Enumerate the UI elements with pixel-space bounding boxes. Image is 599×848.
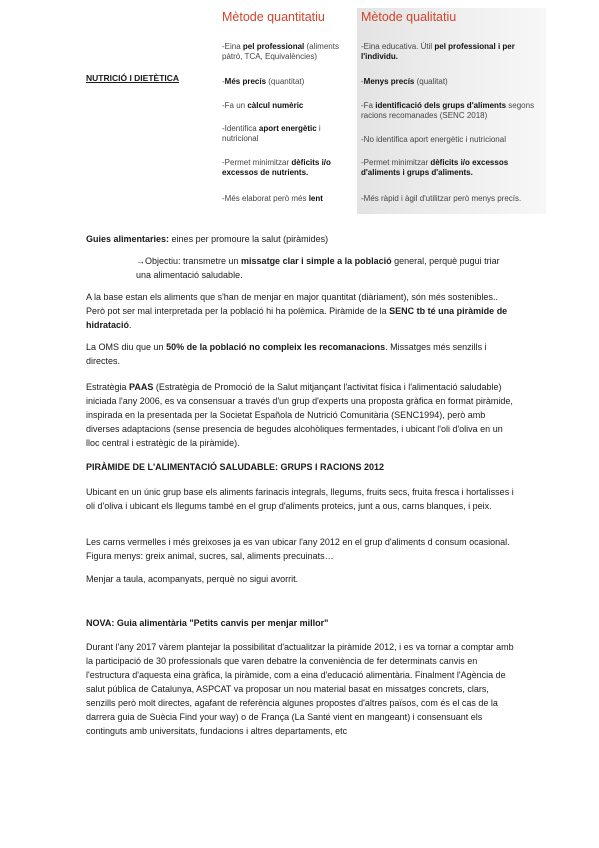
paragraph [86,340,518,368]
paragraph [86,290,518,332]
quantitative-row: -Fa un càlcul numèric [222,101,304,110]
quantitative-row: -Identifica aport energètic i nutricional [222,124,321,143]
text-segment: Durant l'any 2017 vàrem plantejar la possibilitat d'actualitzar la piràmide 2012, i es va tornar a comptar amb la participació de 30 professionals que varen debatre la conveniència de fer determinats canvis en l'estructura d'aquesta eina gràfica, la piràmide, com a eina d'educació alimentària. Finalment l'Agència de salut pública de Catalunya, ASPCAT va proposar un nou material basat en missatges concrets, clars, senzills però molt directes, agafant de referència algunes propostes d'altres països, com és el cas de la darrera guia de Suècia Find your way) o de França (La Santé vient en mangeant) i consensuant els continguts amb universitats, fundacions i altres departaments, etc [86,642,514,736]
bold-text: 50% de la població no compleix les recomanacions [166,342,386,352]
qualitative-header: Mètode qualitatiu [361,10,457,24]
text-segment: Ubicant en un únic grup base els aliments farinacis integrals, llegums, fruits secs, fruita fresca i hortalisses i oli d'oliva i ubicant els llegums també en el grup d'aliments proteics, junt a ous, carns blanques, i peix. [86,487,514,511]
text-segment: La OMS diu que un [86,342,167,352]
paragraph [86,535,518,563]
text-segment: A la base estan els aliments que s'han de menjar en major quantitat (diàriament), són més sostenibles.. Però pot ser mal interpretada per la població hi ha polèmica. Piràmide de la [86,292,498,316]
qualitative-row: -Permet minimitzar dèficits i/o excessos d'aliments i grups d'aliments. [361,158,509,177]
paragraph [86,485,518,513]
text-segment: (Estratègia de Promoció de la Salut mitjançant l'activitat física i l'alimentació saludable) iniciada l'any 2006, es va consensuar a través d'un grup d'experts una proposta gràfica en format piràmide, inspirada en la presentada per la Societat Española de Nutrició Comunitària (SENC1994), però amb diverses adaptacions (sense presencia de begudes alcohòliques fermentades, i ubicant l'oli d'oliva en un lloc central i estratègic de la piràmide). [86,382,513,448]
text-segment: →Objectiu: transmetre un [136,256,242,266]
paragraph [86,572,518,586]
quantitative-row: -Més precís (quantitat) [222,77,305,86]
text-segment: Menjar a taula, acompanyats, perquè no sigui avorrit. [86,574,299,584]
paragraph-arrow [136,254,516,282]
paragraph [86,640,518,738]
qualitative-row: -Eina educativa. Útil pel professional i per l'individu. [361,42,515,61]
qualitative-column [357,8,546,214]
bold-text: PIRÀMIDE DE L'ALIMENTACIÓ SALUDABLE: GRUPS I RACIONS 2012 [86,462,384,472]
text-segment: eines per promoure la salut (piràmides) [169,234,329,244]
bold-text: Guies alimentaries: [86,234,170,244]
text-segment: Estratègia [86,382,130,392]
qualitative-row: -Menys precís (qualitat) [361,77,448,86]
quantitative-column [218,8,357,214]
quantitative-row: -Eina pel professional (aliments pàtró, TCA, Equivalències) [222,42,339,61]
qualitative-row: -Més ràpid i àgil d'utilitzar però menys precís. [361,194,522,203]
bold-text: SENC tb té una piràmide de hidratació [86,306,508,330]
paragraph [86,380,518,450]
bold-text: PAAS [129,382,154,392]
qualitative-row: -Fa identificació dels grups d'aliments segons racions recomanades (SENC 2018) [361,101,535,120]
quantitative-row: -Més elaborat però més lent [222,194,323,203]
text-segment: . Missatges més senzills i directes. [86,342,487,366]
text-segment: Les carns vermelles i més greixoses ja es van ubicar l'any 2012 en el grup d'aliments d consum ocasional. Figura menys: greix animal, sucres, sal, aliments precuinats… [86,537,510,561]
comparison-table [218,8,546,214]
text-segment: general, perquè pugui triar una alimentació saludable. [136,256,500,280]
section-heading [86,616,518,630]
section-heading [86,460,518,474]
qualitative-row: -No identifica aport energètic i nutricional [361,135,506,144]
text-segment: . [129,320,132,330]
table-row-label: NUTRICIÓ I DIETÈTICA [86,73,180,83]
quantitative-header: Mètode quantitatiu [222,10,325,24]
bold-text: missatge clar i simple a la població [241,256,392,266]
bold-text: NOVA: Guia alimentària "Petits canvis per menjar millor" [86,618,329,628]
quantitative-row: -Permet minimitzar dèficits i/o excessos de nutrients. [222,158,331,177]
paragraph [86,232,518,246]
